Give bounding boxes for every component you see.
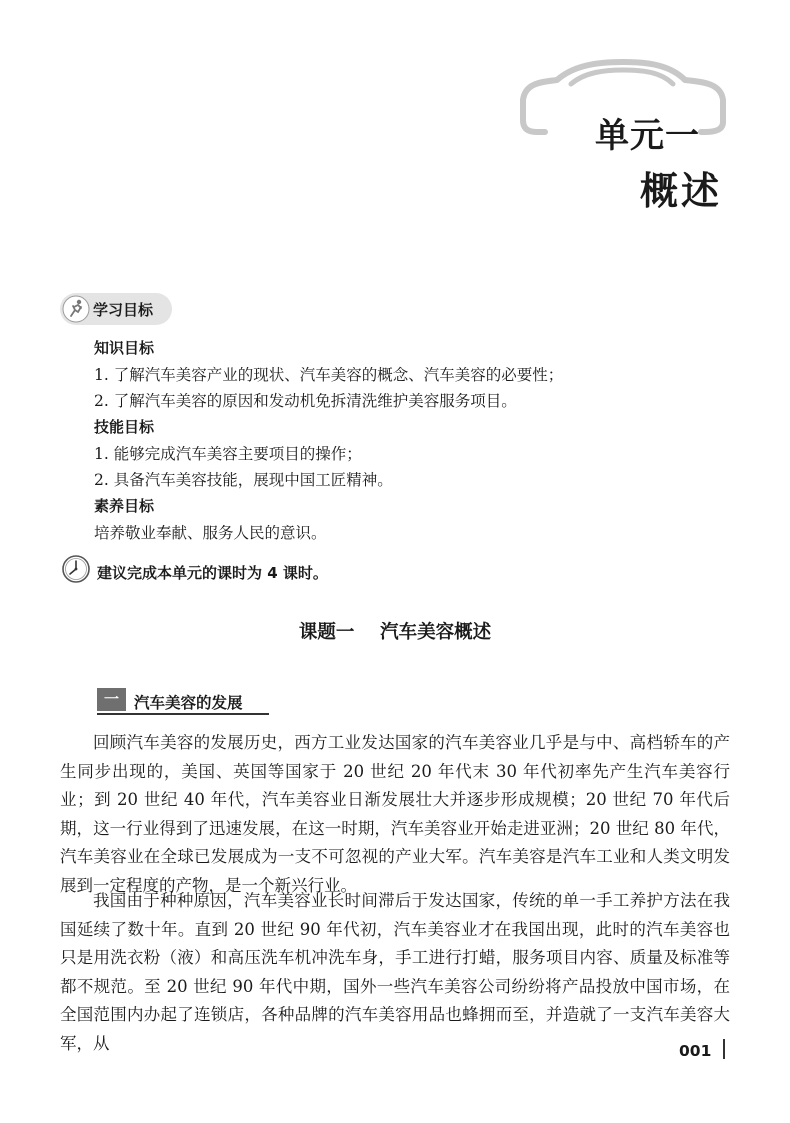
literacy-goal-item: 培养敬业奉献、服务人民的意识。 <box>94 524 327 542</box>
topic-number: 课题一 <box>298 622 355 643</box>
body-paragraph <box>60 729 730 900</box>
page-number: 001 <box>679 1042 712 1060</box>
section-title: 汽车美容的发展 <box>134 694 243 712</box>
class-hours-note: 建议完成本单元的课时为 4 课时。 <box>97 564 328 582</box>
literacy-goals-heading: 素养目标 <box>94 497 155 515</box>
section-number: 一 <box>97 688 126 711</box>
topic-name: 汽车美容概述 <box>380 622 492 643</box>
skill-goals-heading: 技能目标 <box>94 418 155 436</box>
paragraph-text: 回顾汽车美容的发展历史，西方工业发达国家的汽车美容业几乎是与中、高档轿车的产生同步出现的，美国、英国等国家于 20 世纪 20 年代末 30 年代初率先产生汽车美容行业；到 20 世纪 40 年代，汽车美容业日渐发展壮大并逐步形成规模；20 世纪 70 年代后期，这一行业得到了迅速发展，在这一时期，汽车美容业开始走进亚洲；20 世纪 80 年代，汽车美容业在全球已发展成为一支不可忽视的产业大军。汽车美容是汽车工业和人类文明发展到一定程度的产物，是一个新兴行业。 <box>60 733 730 895</box>
paragraph-text: 我国由于种种原因，汽车美容业长时间滞后于发达国家，传统的单一手工养护方法在我国延续了数十年。直到 20 世纪 90 年代初，汽车美容业才在我国出现，此时的汽车美容也只是用洗衣粉（液）和高压洗车机冲洗车身，手工进行打蜡，服务项目内容、质量及标准等都不规范。至 20 世纪 90 年代中期，国外一些汽车美容公司纷纷将产品投放中国市场，在全国范围内办起了连锁店，各种品牌的汽车美容用品也蜂拥而至，并造就了一支汽车美容大军，从 <box>60 891 730 1053</box>
unit-title: 概述 <box>639 169 722 213</box>
knowledge-goals-heading: 知识目标 <box>94 339 155 357</box>
page-number-divider <box>723 1039 725 1059</box>
clock-icon <box>60 553 92 585</box>
runner-icon <box>62 295 90 323</box>
topic-title <box>0 618 790 644</box>
learning-goals-badge <box>60 293 172 325</box>
skill-goal-item: 2. 具备汽车美容技能，展现中国工匠精神。 <box>94 471 393 489</box>
body-paragraph <box>60 887 730 1058</box>
unit-label: 单元一 <box>595 116 700 156</box>
knowledge-goal-item: 1. 了解汽车美容产业的现状、汽车美容的概念、汽车美容的必要性； <box>94 366 564 384</box>
skill-goal-item: 1. 能够完成汽车美容主要项目的操作； <box>94 445 362 463</box>
knowledge-goal-item: 2. 了解汽车美容的原因和发动机免拆清洗维护美容服务项目。 <box>94 392 517 410</box>
section-underline <box>97 713 269 715</box>
learning-goals-label: 学习目标 <box>93 301 154 319</box>
